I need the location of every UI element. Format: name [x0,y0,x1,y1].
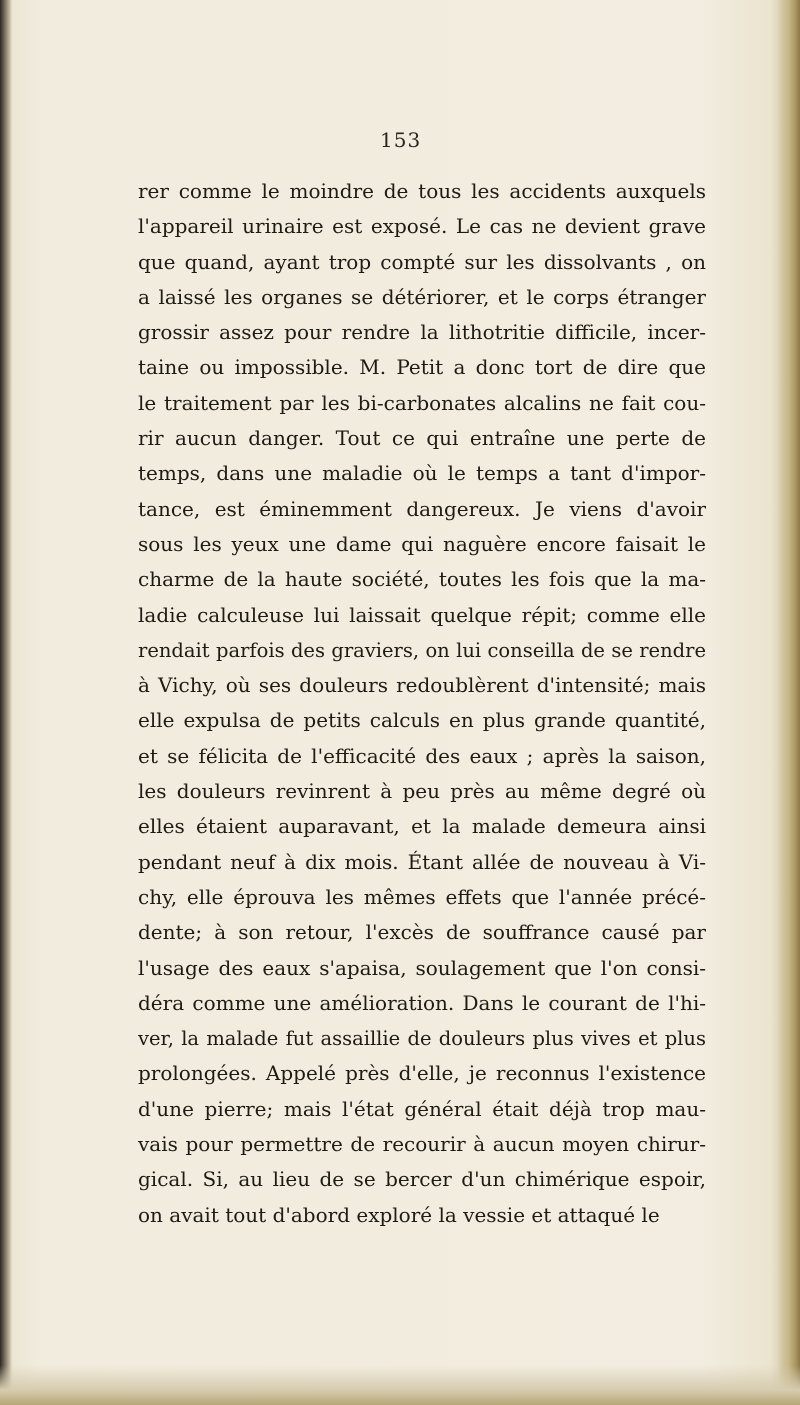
text-line: rendait parfois des graviers, on lui conseilla de se rendre [138,638,706,662]
text-line: grossir assez pour rendre la lithotritie difficile, incer- [138,320,706,345]
page-right-edge-shadow [778,0,800,1405]
text-line: rer comme le moindre de tous les accidents auxquels [138,179,706,203]
text-line: prolongées. Appelé près d'elle, je reconnus l'existence [138,1061,706,1086]
text-line: tance, est éminemment dangereux. Je viens d'avoir [138,496,706,521]
text-line: elle expulsa de petits calculs en plus grande quantité, [138,708,706,733]
text-line: on avait tout d'abord exploré la vessie et attaqué le [138,1202,660,1227]
text-line: charme de la haute société, toutes les fois que la ma- [138,567,706,592]
body-text [138,174,706,1233]
text-line: d'une pierre; mais l'état général était déjà trop mau- [138,1096,706,1121]
text-line: les douleurs revinrent à peu près au même degré où [138,779,706,804]
page-left-edge-shadow [0,0,12,1405]
text-line: déra comme une amélioration. Dans le courant de l'hi- [138,990,706,1015]
text-line: gical. Si, au lieu de se bercer d'un chimérique espoir, [138,1167,706,1192]
text-line: ver, la malade fut assaillie de douleurs plus vives et plus [138,1027,706,1051]
text-line: et se félicita de l'efficacité des eaux ; après la saison, [138,743,706,768]
text-line: l'usage des eaux s'apaisa, soulagement que l'on consi- [138,955,706,980]
text-line: pendant neuf à dix mois. Étant allée de nouveau à Vi- [138,849,706,874]
text-line: taine ou impossible. M. Petit a donc tort de dire que [138,355,706,380]
page-bottom-edge-shadow [0,1365,800,1405]
text-line: le traitement par les bi-carbonates alcalins ne fait cou- [138,390,706,415]
text-line: l'appareil urinaire est exposé. Le cas ne devient grave [138,214,706,239]
text-line: sous les yeux une dame qui naguère encore faisait le [138,531,706,556]
text-line: vais pour permettre de recourir à aucun moyen chirur- [138,1132,706,1157]
text-line: ladie calculeuse lui laissait quelque répit; comme elle [138,602,706,627]
text-line: rir aucun danger. Tout ce qui entraîne une perte de [138,426,706,451]
text-line: elles étaient auparavant, et la malade demeura ainsi [138,814,706,839]
text-line: que quand, ayant trop compté sur les dissolvants , on [138,249,706,274]
text-line: à Vichy, où ses douleurs redoublèrent d'intensité; mais [138,673,706,698]
text-line: dente; à son retour, l'excès de souffrance causé par [138,920,706,945]
page-number: 153 [380,128,422,152]
text-line: a laissé les organes se détériorer, et le corps étranger [138,284,706,309]
text-line: chy, elle éprouva les mêmes effets que l'année précé- [138,884,706,909]
text-line: temps, dans une maladie où le temps a tant d'impor- [138,461,706,486]
